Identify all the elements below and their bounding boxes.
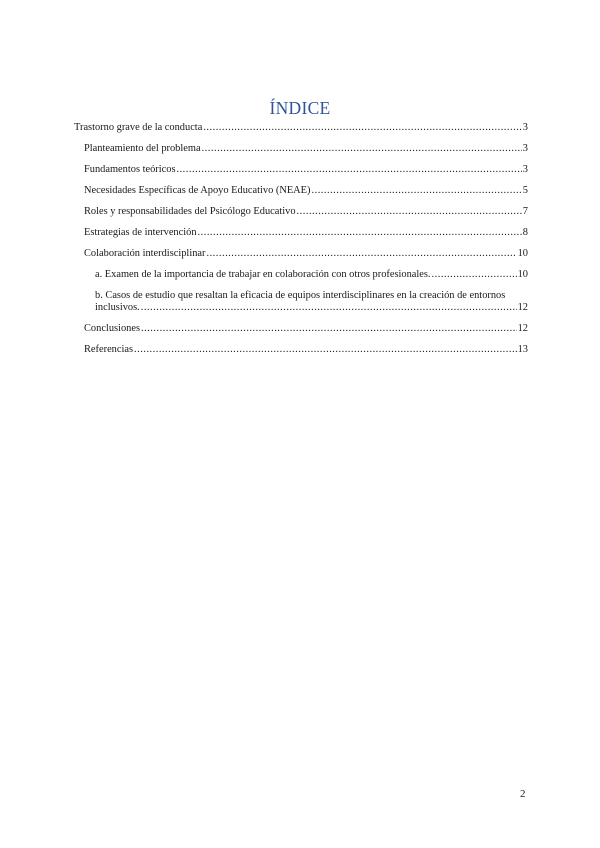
toc-entry-label: Roles y responsabilidades del Psicólogo Educativo [84, 206, 296, 217]
toc-entry-page: 5 [522, 185, 528, 196]
toc-entry-page: 10 [517, 248, 528, 259]
toc-entry-page: 8 [522, 227, 528, 238]
toc-entry-label: Referencias [84, 344, 134, 355]
toc-leader-dots [206, 248, 516, 260]
toc-entry[interactable] [84, 164, 528, 176]
page-number: 2 [520, 788, 526, 800]
toc-entry-page: 12 [517, 302, 528, 313]
toc-leader-dots [202, 143, 522, 155]
toc-entry[interactable] [84, 227, 528, 239]
toc-leader-dots [176, 164, 521, 176]
toc-entry[interactable] [84, 248, 528, 260]
toc-entry[interactable] [84, 206, 528, 218]
toc-entry-page: 10 [517, 269, 528, 280]
toc-leader-dots [141, 323, 517, 335]
toc-entry-label: Necesidades Específicas de Apoyo Educativo (NEAE) [84, 185, 311, 196]
toc-leader-dots [432, 269, 517, 281]
toc-entry[interactable] [84, 185, 528, 197]
toc-entry-label: a. Examen de la importancia de trabajar en colaboración con otros profesionales. [95, 269, 431, 280]
toc-entry[interactable] [74, 122, 528, 134]
toc-leader-dots [141, 302, 517, 314]
table-of-contents [74, 122, 528, 356]
page-title: ÍNDICE [269, 98, 331, 118]
toc-entry[interactable] [84, 143, 528, 155]
toc-entry-label: Colaboración interdisciplinar [84, 248, 206, 259]
toc-entry[interactable] [95, 290, 528, 314]
toc-entry-label-continued: inclusivos. [95, 302, 140, 313]
toc-entry[interactable] [95, 269, 528, 281]
toc-leader-dots [134, 344, 517, 356]
toc-entry-page: 13 [517, 344, 528, 355]
toc-entry-label: b. Casos de estudio que resaltan la eficacia de equipos interdisciplinares en la creación de entornos [95, 290, 506, 301]
toc-entry-label: Trastorno grave de la conducta [74, 122, 203, 133]
toc-leader-dots [312, 185, 522, 197]
toc-entry[interactable] [84, 344, 528, 356]
toc-entry-page: 12 [517, 323, 528, 334]
toc-entry-page: 3 [522, 164, 528, 175]
toc-entry-page: 3 [522, 122, 528, 133]
toc-entry[interactable] [84, 323, 528, 335]
toc-leader-dots [297, 206, 522, 218]
toc-entry-page: 3 [522, 143, 528, 154]
toc-entry-label: Planteamiento del problema [84, 143, 201, 154]
toc-entry-label: Fundamentos teóricos [84, 164, 176, 175]
toc-leader-dots [198, 227, 522, 239]
toc-entry-label: Estrategias de intervención [84, 227, 197, 238]
toc-entry-page: 7 [522, 206, 528, 217]
toc-entry-label: Conclusiones [84, 323, 140, 334]
toc-leader-dots [203, 122, 521, 134]
